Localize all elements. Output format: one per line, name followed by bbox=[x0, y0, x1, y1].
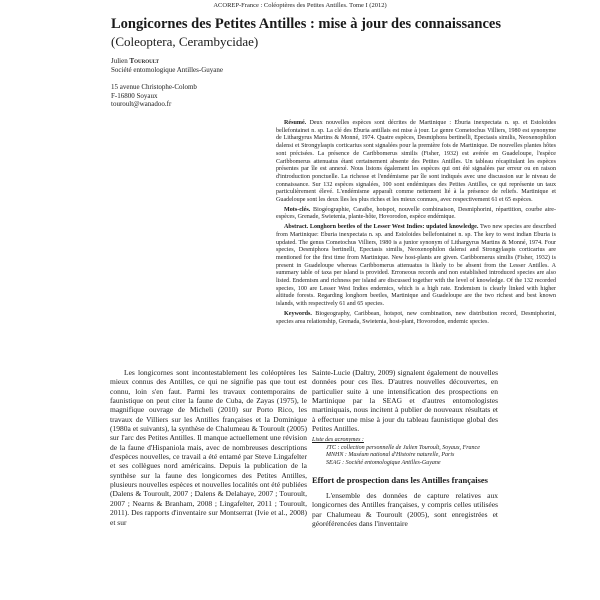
body-column-left bbox=[110, 368, 307, 527]
body-paragraph: L'ensemble des données de capture relatives aux longicornes des Antilles françaises, y compris celles utilisées par Chalumeau & Touroult (2005), sont enregistrées et géoréférencées dans l'inventaire bbox=[312, 491, 498, 529]
keywords-text: Biogeography, Caribbean, hotspot, new combination, new distribution record, Desmiphorini, species area relationship, Grenada, Swietenia, host-plant, Hovorodon, endemic species. bbox=[276, 310, 556, 325]
keywords-label: Keywords. bbox=[284, 310, 312, 317]
acronym-item: JTC : collection personnelle de Julien Touroult, Soyaux, France bbox=[326, 444, 480, 451]
acronym-item: MNHN : Muséum national d'Histoire naturelle, Paris bbox=[326, 452, 455, 459]
author-block bbox=[111, 57, 411, 109]
author-affiliation: Société entomologique Antilles-Guyane bbox=[111, 65, 223, 74]
author-name bbox=[111, 57, 411, 66]
author-first-name: Julien bbox=[111, 57, 128, 65]
resume-paragraph bbox=[276, 120, 556, 205]
running-header: ACOREP-France : Coléoptères des Petites Antilles. Tome I (2012) bbox=[213, 2, 387, 9]
body-paragraph: Les longicornes sont incontestablement les coléoptères les mieux connus des Antilles, ce qui ne signifie pas que tout est connu, loin s'en faut. Parmi les travaux contemporains de faunistique on peut citer la faune de Cuba, de Zayas (1975), le magnifique ouvrage de Micheli (2010) sur Porto Rico, les travaux de Villiers sur les Antilles françaises et la Dominique (1980a et suivants), la synthèse de Chalumeau & Touroult (2005) sur l'arc des Petites Antilles. Il manque actuellement une révision de la faune d'Hispaniola mais, avec de nombreuses descriptions d'espèces nouvelles, ce travail a été entamé par Steve Lingafelter et ses collègues nord américains. Depuis la publication de la synthèse sur la faune des longicornes des Petites Antilles, plusieurs nouvelles espèces et nouvelles localités ont été publiées (Dalens & Touroult, 2007 ; Dalens & Delahaye, 2007 ; Touroult, 2007 ; Nearns & Branham, 2008 ; Lingafelter, 2011 ; Touroult, 2011). Des rapports d'inventaire sur Montserrat (Ivie et al., 2008) et sur bbox=[110, 368, 307, 527]
article-subtitle: (Coleoptera, Cerambycidae) bbox=[111, 34, 259, 49]
abstract-panel bbox=[276, 120, 556, 328]
address-line-1: 15 avenue Christophe-Colomb bbox=[111, 83, 197, 91]
address-line-2: F-16800 Soyaux bbox=[111, 91, 158, 100]
abstract-label: Abstract. Longhorn beetles of the Lesser West Indies: updated knowledge. bbox=[284, 224, 479, 231]
body-column-right bbox=[312, 368, 498, 528]
keywords-paragraph bbox=[276, 311, 556, 326]
mots-cles-text: Biogéographie, Caraïbe, hotspot, nouvelle combinaison, Desmiphorini, répartition, courbe aire-espèces, Grenade, Swietenia, plante-hôte, Hovorodon, espèce endémique. bbox=[276, 206, 556, 221]
resume-text: Deux nouvelles espèces sont décrites de Martinique : Eburia inexpectata n. sp. et Estoloides bellefontainei n. sp. La clé des Eburia antillais est mise à jour. Le genre Cometochus Villiers, 1980 est synonyme de Lithargyrus Martins & Monné, 1974. Quatre espèces, Desmiphora bertinelli, Epectasis similis, Neoxenophilon dalensi et Strongylaspis corticarius sont signalées pour la première fois de Martinique. De nouvelles plantes hôtes sont précisées. La présence de Caribbomerus similis (Fisher, 1932) est avérée en Guadeloupe, l'espèce Caribbomerus attenuatus étant certainement absente des Petites Antilles. Un tableau récapitulant les espèces présentes par île est annexé. Nous listons également les espèces qui ont été signalées par erreur ou en raison d'introduction ponctuelle. La richesse et l'endémisme par île sont indiqués avec une discussion sur le niveau de connaissance. Sur 132 espèces signalées, 100 sont endémiques des Petites Antilles, ce qui représente un taux particulièrement élevé. L'endémisme apparaît comme nettement lié à la présence de reliefs. Martinique et Guadeloupe sont les deux îles les plus riches et les mieux connues, avec respectivement 61 et 65 espèces. bbox=[276, 120, 556, 204]
acronym-item: SEAG : Société entomologique Antilles-Guyane bbox=[326, 459, 441, 466]
author-last-name: Touroult bbox=[129, 57, 159, 65]
author-email: touroult@wanadoo.fr bbox=[111, 100, 172, 108]
abstract-text: Two new species are described from Martinique: Eburia inexpectata n. sp. and Estoloides bellefontainei n. sp. The key to west indian Eburia is updated. The genus Cometochus Villiers, 1980 is a junior synonym of Lithargyrus Martins & Monné, 1974. Four species, Desmiphora bertinelli, Epectasis similis, Neoxenophilon dalensi and Strongylaspis corticarius are mentioned for the first time from Martinique. New host-plants are given. Caribbomerus similis (Fisher, 1932) is present in Guadeloupe whereas Caribbomerus attenuatus is likely to be absent from the Lesser Antilles. A summary table of taxa per island is provided. Erroneous records and non established introduced species are also listed. Endemism and richness per island are discussed together with the level of knowledge. Of the 132 recorded species, 100 are Lesser West Indies endemics, which is a high rate. Endemism is clearly linked with higher altitude forests. Regarding longhorn beetles, Martinique and Guadeloupe are the two richest and best known islands, with respectively 61 and 65 species. bbox=[276, 224, 556, 308]
mots-cles-paragraph bbox=[276, 207, 556, 222]
acronym-list bbox=[312, 437, 498, 467]
article-title: Longicornes des Petites Antilles : mise à jour des connaissances bbox=[111, 16, 502, 32]
mots-cles-label: Mots-clés. bbox=[284, 206, 311, 213]
section-heading: Effort de prospection dans les Antilles françaises bbox=[312, 475, 488, 486]
abstract-paragraph bbox=[276, 224, 556, 309]
acronym-list-title: Liste des acronymes : bbox=[312, 437, 364, 444]
resume-label: Résumé. bbox=[284, 120, 307, 126]
body-paragraph: Sainte-Lucie (Daltry, 2009) signalent également de nouvelles données pour ces îles. D'autres nouvelles découvertes, en particulier suite à une intensification des prospections en Martinique par la SEAG et d'autres entomologistes martiniquais, nous incitent à publier de nouveaux résultats et à effectuer une mise à jour du tableau faunistique global des Petites Antilles. bbox=[312, 368, 498, 434]
